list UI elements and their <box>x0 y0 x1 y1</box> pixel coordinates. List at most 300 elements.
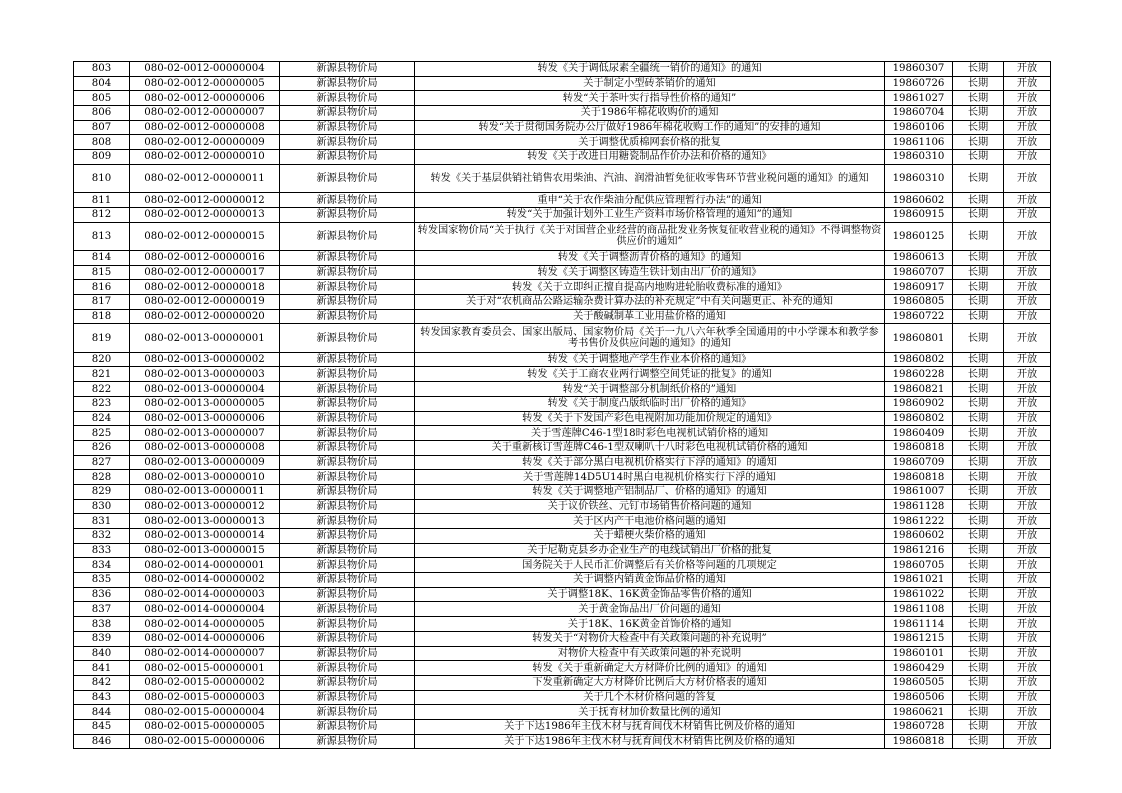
retention-cell: 长期 <box>953 295 1004 310</box>
archive-code-cell: 080-02-0012-00000007 <box>130 106 280 121</box>
table-row <box>74 150 1051 165</box>
table-row <box>74 602 1051 617</box>
title-cell: 转发《关于下发国产彩色电视附加功能加价规定的通知》 <box>415 411 885 426</box>
table-row <box>74 62 1051 77</box>
agency-cell: 新源县物价局 <box>280 631 415 646</box>
access-cell: 开放 <box>1004 250 1051 265</box>
date-cell: 19860506 <box>885 690 953 705</box>
archive-code-cell: 080-02-0013-00000006 <box>130 411 280 426</box>
title-cell: 转发“关于茶叶实行指导性价格的通知” <box>415 91 885 106</box>
row-number-cell: 842 <box>74 675 130 690</box>
title-cell: 关于蜡梗火柴价格的通知 <box>415 529 885 544</box>
table-row <box>74 135 1051 150</box>
table-row <box>74 76 1051 91</box>
retention-cell: 长期 <box>953 76 1004 91</box>
retention-cell: 长期 <box>953 367 1004 382</box>
agency-cell: 新源县物价局 <box>280 705 415 720</box>
archive-code-cell: 080-02-0014-00000001 <box>130 558 280 573</box>
retention-cell: 长期 <box>953 120 1004 135</box>
retention-cell: 长期 <box>953 514 1004 529</box>
agency-cell: 新源县物价局 <box>280 150 415 165</box>
access-cell: 开放 <box>1004 426 1051 441</box>
row-number-cell: 832 <box>74 529 130 544</box>
row-number-cell: 825 <box>74 426 130 441</box>
access-cell: 开放 <box>1004 690 1051 705</box>
row-number-cell: 807 <box>74 120 130 135</box>
retention-cell: 长期 <box>953 382 1004 397</box>
access-cell: 开放 <box>1004 135 1051 150</box>
title-cell: 下发重新确定大方材降价比例后大方材价格表的通知 <box>415 675 885 690</box>
agency-cell: 新源县物价局 <box>280 484 415 499</box>
access-cell: 开放 <box>1004 411 1051 426</box>
title-cell: 关于调整优质棉网套价格的批复 <box>415 135 885 150</box>
title-cell: 转发“关于加强计划外工业生产资料市场价格管理的通知”的通知 <box>415 207 885 222</box>
date-cell: 19860728 <box>885 719 953 734</box>
agency-cell: 新源县物价局 <box>280 382 415 397</box>
table-row <box>74 719 1051 734</box>
retention-cell: 长期 <box>953 529 1004 544</box>
agency-cell: 新源县物价局 <box>280 324 415 352</box>
access-cell: 开放 <box>1004 396 1051 411</box>
archive-code-cell: 080-02-0013-00000009 <box>130 455 280 470</box>
title-cell: 转发《关于基层供销社销售农用柴油、汽油、润滑油暂免征收零售环节营业税问题的通知》的通知 <box>415 164 885 192</box>
retention-cell: 长期 <box>953 455 1004 470</box>
title-cell: 重申“关于农作柴油分配供应管理暂行办法”的通知 <box>415 193 885 208</box>
table-row <box>74 309 1051 324</box>
table-row <box>74 411 1051 426</box>
agency-cell: 新源县物价局 <box>280 543 415 558</box>
access-cell: 开放 <box>1004 324 1051 352</box>
title-cell: 转发《关于制度凸版纸临时出厂价格的通知》 <box>415 396 885 411</box>
retention-cell: 长期 <box>953 164 1004 192</box>
retention-cell: 长期 <box>953 631 1004 646</box>
archive-code-cell: 080-02-0015-00000001 <box>130 661 280 676</box>
retention-cell: 长期 <box>953 558 1004 573</box>
title-cell: 转发《关于调整区铸造生铁计划由出厂价的通知》 <box>415 265 885 280</box>
retention-cell: 长期 <box>953 661 1004 676</box>
title-cell: 对物价大检查中有关政策问题的补充说明 <box>415 646 885 661</box>
retention-cell: 长期 <box>953 280 1004 295</box>
retention-cell: 长期 <box>953 324 1004 352</box>
archive-code-cell: 080-02-0014-00000007 <box>130 646 280 661</box>
agency-cell: 新源县物价局 <box>280 352 415 367</box>
row-number-cell: 836 <box>74 587 130 602</box>
retention-cell: 长期 <box>953 135 1004 150</box>
archive-code-cell: 080-02-0014-00000002 <box>130 573 280 588</box>
date-cell: 19860621 <box>885 705 953 720</box>
row-number-cell: 822 <box>74 382 130 397</box>
title-cell: 转发《关于部分黑白电视机价格实行下浮的通知》的通知 <box>415 455 885 470</box>
table-row <box>74 250 1051 265</box>
date-cell: 19860805 <box>885 295 953 310</box>
title-cell: 关于重新核订雪莲牌C46-1型双喇叭十八时彩色电视机试销价格的通知 <box>415 440 885 455</box>
title-cell: 关于1986年棉花收购价的通知 <box>415 106 885 121</box>
date-cell: 19860915 <box>885 207 953 222</box>
table-row <box>74 734 1051 749</box>
access-cell: 开放 <box>1004 76 1051 91</box>
row-number-cell: 817 <box>74 295 130 310</box>
access-cell: 开放 <box>1004 352 1051 367</box>
date-cell: 19860709 <box>885 455 953 470</box>
date-cell: 19861128 <box>885 499 953 514</box>
row-number-cell: 843 <box>74 690 130 705</box>
archive-code-cell: 080-02-0015-00000003 <box>130 690 280 705</box>
retention-cell: 长期 <box>953 411 1004 426</box>
archive-code-cell: 080-02-0013-00000011 <box>130 484 280 499</box>
agency-cell: 新源县物价局 <box>280 529 415 544</box>
row-number-cell: 841 <box>74 661 130 676</box>
archive-code-cell: 080-02-0012-00000016 <box>130 250 280 265</box>
archive-code-cell: 080-02-0013-00000002 <box>130 352 280 367</box>
date-cell: 19860613 <box>885 250 953 265</box>
row-number-cell: 812 <box>74 207 130 222</box>
retention-cell: 长期 <box>953 222 1004 250</box>
date-cell: 19860818 <box>885 440 953 455</box>
title-cell: 转发《关于调整沥青价格的通知》的通知 <box>415 250 885 265</box>
row-number-cell: 831 <box>74 514 130 529</box>
row-number-cell: 833 <box>74 543 130 558</box>
retention-cell: 长期 <box>953 440 1004 455</box>
date-cell: 19861222 <box>885 514 953 529</box>
archive-code-cell: 080-02-0015-00000004 <box>130 705 280 720</box>
retention-cell: 长期 <box>953 543 1004 558</box>
row-number-cell: 837 <box>74 602 130 617</box>
date-cell: 19861106 <box>885 135 953 150</box>
agency-cell: 新源县物价局 <box>280 295 415 310</box>
retention-cell: 长期 <box>953 602 1004 617</box>
retention-cell: 长期 <box>953 587 1004 602</box>
archive-code-cell: 080-02-0012-00000011 <box>130 164 280 192</box>
row-number-cell: 821 <box>74 367 130 382</box>
row-number-cell: 823 <box>74 396 130 411</box>
table-row <box>74 573 1051 588</box>
row-number-cell: 826 <box>74 440 130 455</box>
table-row <box>74 106 1051 121</box>
archive-code-cell: 080-02-0013-00000004 <box>130 382 280 397</box>
date-cell: 19860704 <box>885 106 953 121</box>
agency-cell: 新源县物价局 <box>280 411 415 426</box>
date-cell: 19860707 <box>885 265 953 280</box>
title-cell: 关于黄金饰品出厂价问题的通知 <box>415 602 885 617</box>
date-cell: 19860602 <box>885 529 953 544</box>
agency-cell: 新源县物价局 <box>280 455 415 470</box>
title-cell: 转发《关于重新确定大方材降价比例的通知》的通知 <box>415 661 885 676</box>
date-cell: 19861216 <box>885 543 953 558</box>
agency-cell: 新源县物价局 <box>280 91 415 106</box>
title-cell: 转发《关于调整地产铝制品厂、价格的通知》的通知 <box>415 484 885 499</box>
archive-code-cell: 080-02-0013-00000014 <box>130 529 280 544</box>
archive-code-cell: 080-02-0013-00000007 <box>130 426 280 441</box>
access-cell: 开放 <box>1004 120 1051 135</box>
archive-code-cell: 080-02-0013-00000008 <box>130 440 280 455</box>
row-number-cell: 828 <box>74 470 130 485</box>
agency-cell: 新源县物价局 <box>280 573 415 588</box>
table-row <box>74 675 1051 690</box>
access-cell: 开放 <box>1004 631 1051 646</box>
access-cell: 开放 <box>1004 265 1051 280</box>
title-cell: 关于调整18K、16K黄金饰品零售价格的通知 <box>415 587 885 602</box>
agency-cell: 新源县物价局 <box>280 690 415 705</box>
agency-cell: 新源县物价局 <box>280 675 415 690</box>
date-cell: 19860106 <box>885 120 953 135</box>
table-row <box>74 295 1051 310</box>
retention-cell: 长期 <box>953 150 1004 165</box>
date-cell: 19860307 <box>885 62 953 77</box>
agency-cell: 新源县物价局 <box>280 617 415 632</box>
date-cell: 19861215 <box>885 631 953 646</box>
access-cell: 开放 <box>1004 62 1051 77</box>
archive-code-cell: 080-02-0014-00000006 <box>130 631 280 646</box>
title-cell: 关于下达1986年主伐木材与抚育间伐木材销售比例及价格的通知 <box>415 719 885 734</box>
title-cell: 关于酸碱制革工业用盐价格的通知 <box>415 309 885 324</box>
retention-cell: 长期 <box>953 617 1004 632</box>
archive-code-cell: 080-02-0012-00000017 <box>130 265 280 280</box>
title-cell: 关于议价铁丝、元钉市场销售价格问题的通知 <box>415 499 885 514</box>
access-cell: 开放 <box>1004 661 1051 676</box>
date-cell: 19861114 <box>885 617 953 632</box>
access-cell: 开放 <box>1004 309 1051 324</box>
table-row <box>74 455 1051 470</box>
agency-cell: 新源县物价局 <box>280 514 415 529</box>
table-row <box>74 617 1051 632</box>
archive-code-cell: 080-02-0015-00000002 <box>130 675 280 690</box>
retention-cell: 长期 <box>953 675 1004 690</box>
date-cell: 19860602 <box>885 193 953 208</box>
archive-code-cell: 080-02-0015-00000005 <box>130 719 280 734</box>
row-number-cell: 815 <box>74 265 130 280</box>
row-number-cell: 834 <box>74 558 130 573</box>
table-row <box>74 646 1051 661</box>
agency-cell: 新源县物价局 <box>280 62 415 77</box>
table-row <box>74 499 1051 514</box>
agency-cell: 新源县物价局 <box>280 396 415 411</box>
date-cell: 19860821 <box>885 382 953 397</box>
table-row <box>74 705 1051 720</box>
title-cell: 关于制定小型砖茶销价的通知 <box>415 76 885 91</box>
access-cell: 开放 <box>1004 484 1051 499</box>
retention-cell: 长期 <box>953 705 1004 720</box>
agency-cell: 新源县物价局 <box>280 558 415 573</box>
date-cell: 19860818 <box>885 470 953 485</box>
row-number-cell: 808 <box>74 135 130 150</box>
title-cell: 关于调整内销黄金饰品价格的通知 <box>415 573 885 588</box>
row-number-cell: 809 <box>74 150 130 165</box>
title-cell: 关于抚育材加价数量比例的通知 <box>415 705 885 720</box>
access-cell: 开放 <box>1004 558 1051 573</box>
date-cell: 19860310 <box>885 164 953 192</box>
row-number-cell: 806 <box>74 106 130 121</box>
table-row <box>74 164 1051 192</box>
access-cell: 开放 <box>1004 705 1051 720</box>
access-cell: 开放 <box>1004 573 1051 588</box>
table-row <box>74 265 1051 280</box>
archive-code-cell: 080-02-0012-00000004 <box>130 62 280 77</box>
date-cell: 19861007 <box>885 484 953 499</box>
archive-code-cell: 080-02-0012-00000008 <box>130 120 280 135</box>
title-cell: 关于尼勒克县乡办企业生产的电线试销出厂价格的批复 <box>415 543 885 558</box>
agency-cell: 新源县物价局 <box>280 120 415 135</box>
table-row <box>74 470 1051 485</box>
archive-code-cell: 080-02-0015-00000006 <box>130 734 280 749</box>
archive-code-cell: 080-02-0013-00000001 <box>130 324 280 352</box>
row-number-cell: 846 <box>74 734 130 749</box>
agency-cell: 新源县物价局 <box>280 193 415 208</box>
access-cell: 开放 <box>1004 193 1051 208</box>
agency-cell: 新源县物价局 <box>280 106 415 121</box>
archive-code-cell: 080-02-0013-00000005 <box>130 396 280 411</box>
access-cell: 开放 <box>1004 529 1051 544</box>
retention-cell: 长期 <box>953 62 1004 77</box>
row-number-cell: 844 <box>74 705 130 720</box>
row-number-cell: 835 <box>74 573 130 588</box>
retention-cell: 长期 <box>953 499 1004 514</box>
date-cell: 19861108 <box>885 602 953 617</box>
access-cell: 开放 <box>1004 440 1051 455</box>
archive-code-cell: 080-02-0014-00000005 <box>130 617 280 632</box>
access-cell: 开放 <box>1004 150 1051 165</box>
row-number-cell: 811 <box>74 193 130 208</box>
access-cell: 开放 <box>1004 470 1051 485</box>
agency-cell: 新源县物价局 <box>280 135 415 150</box>
title-cell: 转发《关于调整地产学生作业本价格的通知》 <box>415 352 885 367</box>
table-row <box>74 382 1051 397</box>
archive-code-cell: 080-02-0012-00000020 <box>130 309 280 324</box>
retention-cell: 长期 <box>953 426 1004 441</box>
access-cell: 开放 <box>1004 295 1051 310</box>
retention-cell: 长期 <box>953 573 1004 588</box>
row-number-cell: 813 <box>74 222 130 250</box>
title-cell: 关于区内产干电池价格问题的通知 <box>415 514 885 529</box>
retention-cell: 长期 <box>953 690 1004 705</box>
access-cell: 开放 <box>1004 367 1051 382</box>
retention-cell: 长期 <box>953 193 1004 208</box>
table-row <box>74 426 1051 441</box>
table-row <box>74 207 1051 222</box>
title-cell: 关于下达1986年主伐木材与抚育间伐木材销售比例及价格的通知 <box>415 734 885 749</box>
agency-cell: 新源县物价局 <box>280 734 415 749</box>
row-number-cell: 827 <box>74 455 130 470</box>
archive-catalog-table <box>73 61 1051 749</box>
retention-cell: 长期 <box>953 265 1004 280</box>
date-cell: 19860705 <box>885 558 953 573</box>
agency-cell: 新源县物价局 <box>280 76 415 91</box>
agency-cell: 新源县物价局 <box>280 587 415 602</box>
row-number-cell: 818 <box>74 309 130 324</box>
archive-code-cell: 080-02-0012-00000015 <box>130 222 280 250</box>
access-cell: 开放 <box>1004 164 1051 192</box>
title-cell: 关于几个木材价格问题的答复 <box>415 690 885 705</box>
date-cell: 19860429 <box>885 661 953 676</box>
access-cell: 开放 <box>1004 499 1051 514</box>
title-cell: 关于对“农机商品公路运输杂费计算办法的补充规定”中有关问题更正、补充的通知 <box>415 295 885 310</box>
date-cell: 19860726 <box>885 76 953 91</box>
table-row <box>74 440 1051 455</box>
archive-code-cell: 080-02-0013-00000012 <box>130 499 280 514</box>
title-cell: 关于雪莲牌C46-1型18时彩色电视机试销价格的通知 <box>415 426 885 441</box>
title-cell: 国务院关于人民币汇价调整后有关价格等问题的几项规定 <box>415 558 885 573</box>
table-row <box>74 558 1051 573</box>
agency-cell: 新源县物价局 <box>280 646 415 661</box>
table-row <box>74 396 1051 411</box>
date-cell: 19860101 <box>885 646 953 661</box>
table-row <box>74 484 1051 499</box>
retention-cell: 长期 <box>953 106 1004 121</box>
date-cell: 19860228 <box>885 367 953 382</box>
archive-code-cell: 080-02-0013-00000010 <box>130 470 280 485</box>
table-row <box>74 120 1051 135</box>
row-number-cell: 830 <box>74 499 130 514</box>
archive-code-cell: 080-02-0012-00000013 <box>130 207 280 222</box>
row-number-cell: 820 <box>74 352 130 367</box>
access-cell: 开放 <box>1004 602 1051 617</box>
access-cell: 开放 <box>1004 106 1051 121</box>
title-cell: 关于18K、16K黄金首饰价格的通知 <box>415 617 885 632</box>
date-cell: 19860917 <box>885 280 953 295</box>
archive-code-cell: 080-02-0012-00000010 <box>130 150 280 165</box>
date-cell: 19860818 <box>885 734 953 749</box>
agency-cell: 新源县物价局 <box>280 440 415 455</box>
archive-code-cell: 080-02-0013-00000013 <box>130 514 280 529</box>
agency-cell: 新源县物价局 <box>280 207 415 222</box>
agency-cell: 新源县物价局 <box>280 499 415 514</box>
retention-cell: 长期 <box>953 396 1004 411</box>
access-cell: 开放 <box>1004 280 1051 295</box>
access-cell: 开放 <box>1004 91 1051 106</box>
agency-cell: 新源县物价局 <box>280 661 415 676</box>
access-cell: 开放 <box>1004 207 1051 222</box>
agency-cell: 新源县物价局 <box>280 602 415 617</box>
date-cell: 19860722 <box>885 309 953 324</box>
archive-code-cell: 080-02-0012-00000009 <box>130 135 280 150</box>
agency-cell: 新源县物价局 <box>280 280 415 295</box>
access-cell: 开放 <box>1004 646 1051 661</box>
row-number-cell: 840 <box>74 646 130 661</box>
archive-code-cell: 080-02-0012-00000006 <box>130 91 280 106</box>
date-cell: 19860505 <box>885 675 953 690</box>
table-row <box>74 631 1051 646</box>
row-number-cell: 810 <box>74 164 130 192</box>
access-cell: 开放 <box>1004 617 1051 632</box>
date-cell: 19861027 <box>885 91 953 106</box>
agency-cell: 新源县物价局 <box>280 309 415 324</box>
access-cell: 开放 <box>1004 734 1051 749</box>
access-cell: 开放 <box>1004 514 1051 529</box>
row-number-cell: 839 <box>74 631 130 646</box>
title-cell: 转发国家教育委员会、国家出版局、国家物价局《关于一九八六年秋季全国通用的中小学课本和教学参考书售价及供应问题的通知》的通知 <box>415 324 885 352</box>
archive-code-cell: 080-02-0014-00000003 <box>130 587 280 602</box>
archive-code-cell: 080-02-0012-00000018 <box>130 280 280 295</box>
row-number-cell: 814 <box>74 250 130 265</box>
title-cell: 转发《关于工商农业两行调整空间凭证的批复》的通知 <box>415 367 885 382</box>
retention-cell: 长期 <box>953 734 1004 749</box>
title-cell: 关于雪莲牌14D5U14时黑白电视机价格实行下浮的通知 <box>415 470 885 485</box>
retention-cell: 长期 <box>953 484 1004 499</box>
access-cell: 开放 <box>1004 543 1051 558</box>
date-cell: 19861022 <box>885 587 953 602</box>
agency-cell: 新源县物价局 <box>280 719 415 734</box>
date-cell: 19860902 <box>885 396 953 411</box>
retention-cell: 长期 <box>953 470 1004 485</box>
table-row <box>74 690 1051 705</box>
row-number-cell: 804 <box>74 76 130 91</box>
retention-cell: 长期 <box>953 646 1004 661</box>
table-row <box>74 367 1051 382</box>
agency-cell: 新源县物价局 <box>280 426 415 441</box>
agency-cell: 新源县物价局 <box>280 222 415 250</box>
title-cell: 转发国家物价局“关于执行《关于对国营企业经营的商品批发业务恢复征收营业税的通知》不得调整物资供应价的通知” <box>415 222 885 250</box>
title-cell: 转发《关于改进日用糖瓷制品作价办法和价格的通知》 <box>415 150 885 165</box>
archive-code-cell: 080-02-0012-00000012 <box>130 193 280 208</box>
